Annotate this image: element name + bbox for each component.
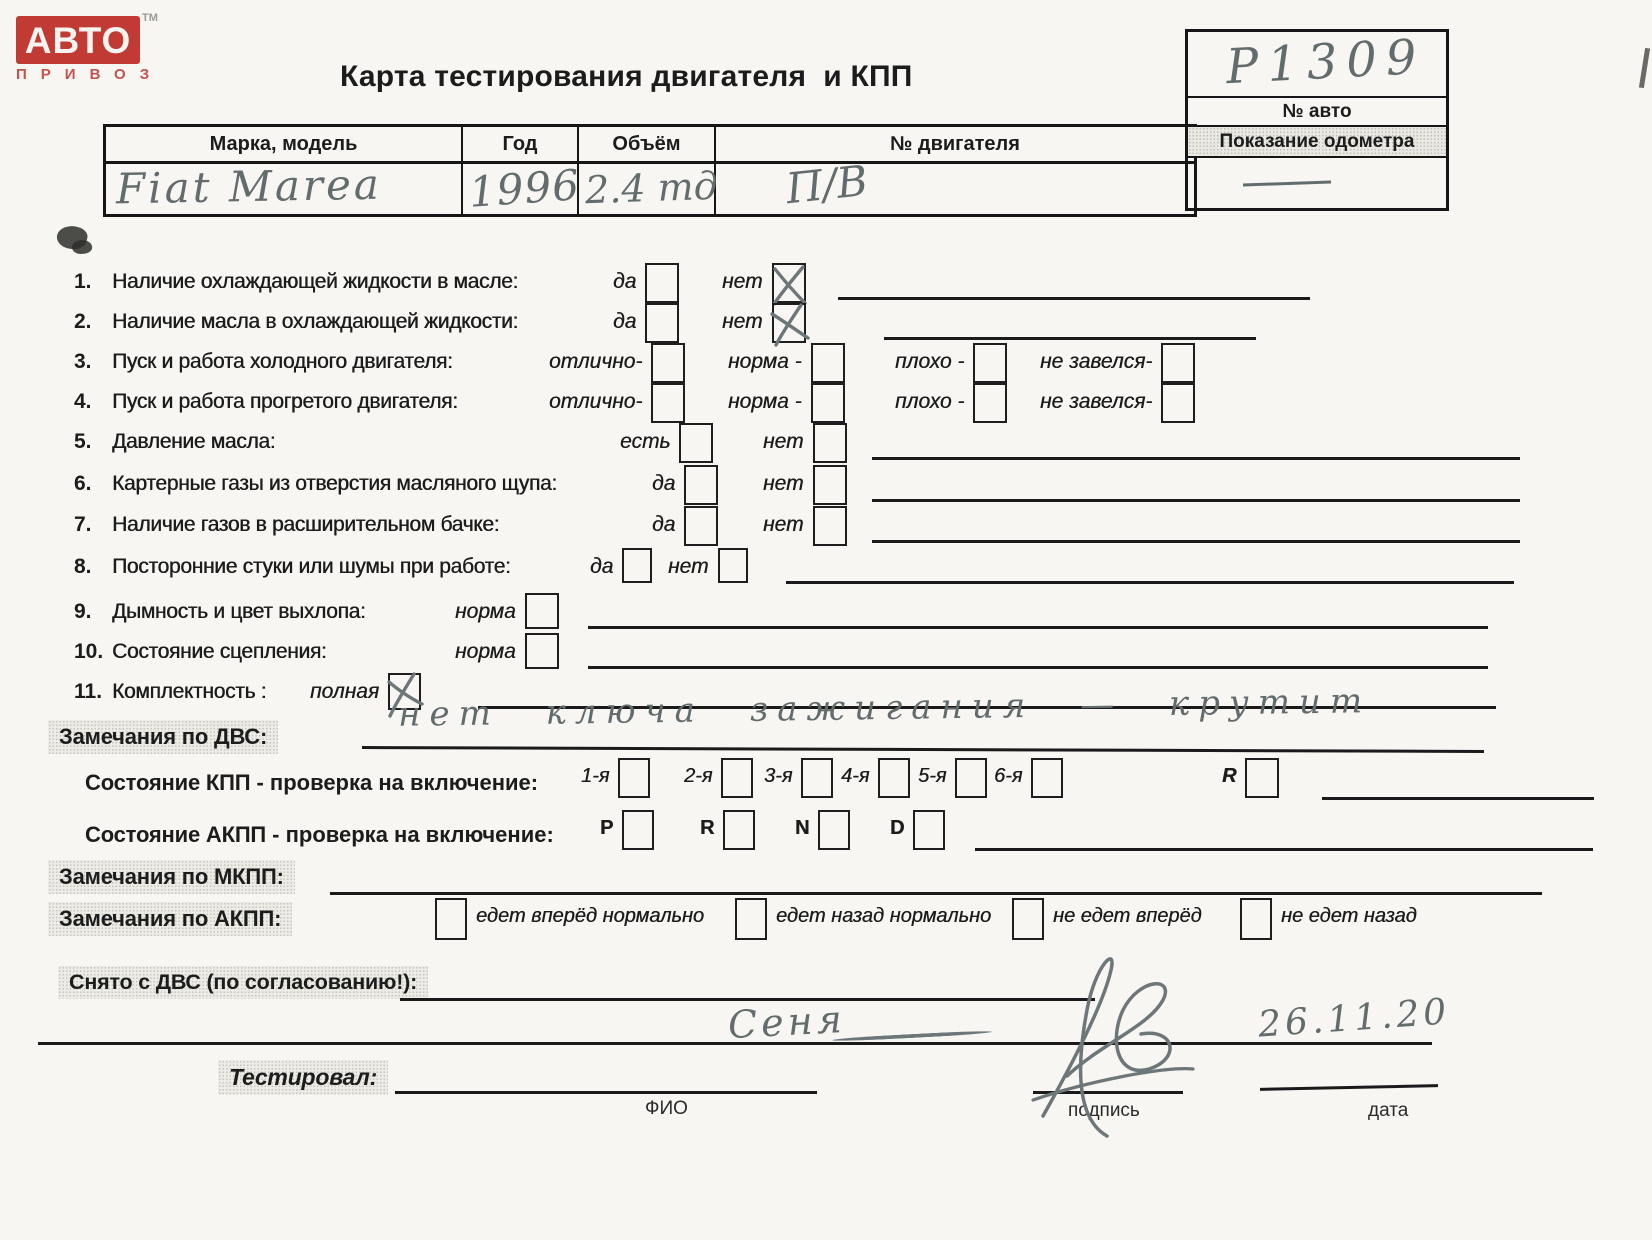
checklist-row — [0, 506, 1652, 550]
item-label: Посторонние стуки или шумы при работе: — [112, 555, 511, 578]
car-number-cell — [1188, 28, 1446, 96]
col-year: Год — [463, 127, 579, 161]
checkbox-excellent[interactable] — [651, 343, 685, 383]
item-label: Пуск и работа холодного двигателя: — [112, 350, 453, 373]
akpp-option-label: не едет назад — [1281, 905, 1417, 927]
col-volume: Объём — [579, 127, 716, 161]
option-label: нет — [763, 472, 804, 495]
item-number: 7. — [74, 513, 92, 536]
write-line[interactable] — [588, 666, 1488, 669]
vehicle-table-row — [106, 155, 1194, 217]
item-label: Комплектность : — [112, 680, 267, 703]
option-label: да — [652, 472, 676, 495]
gear-label: 3-я — [764, 765, 793, 787]
option-label: да — [613, 270, 637, 293]
checkbox-gear-n[interactable] — [818, 810, 850, 850]
date-write-line[interactable] — [1260, 1084, 1438, 1091]
option-label: нет — [722, 270, 763, 293]
handwritten-signature — [1015, 948, 1205, 1138]
checkbox-gear-d[interactable] — [913, 810, 945, 850]
option-label: да — [613, 310, 637, 333]
handwritten-fio: Сеня — [726, 996, 847, 1048]
date-caption: дата — [1368, 1100, 1409, 1121]
item-number: 9. — [74, 600, 92, 623]
checkbox-yes[interactable] — [684, 465, 718, 505]
write-line[interactable] — [872, 457, 1520, 460]
car-number-box — [1185, 29, 1449, 211]
autoprivoz-logo — [16, 16, 140, 64]
write-line[interactable] — [786, 581, 1514, 584]
write-line[interactable] — [1322, 797, 1594, 800]
checklist-row — [0, 383, 1652, 427]
item-number: 6. — [74, 472, 92, 495]
kpp-label-strong: Состояние КПП — [85, 770, 251, 795]
handwritten-fio-flourish — [832, 1030, 992, 1042]
option-label: норма — [455, 600, 516, 623]
checkbox-gear-r[interactable] — [723, 810, 755, 850]
col-make-model: Марка, модель — [106, 127, 463, 161]
tested-by-label: Тестировал: — [218, 1060, 388, 1095]
cell-make-model — [106, 159, 463, 214]
handwritten-date: 26.11.20 — [1256, 991, 1452, 1046]
dvs-write-line[interactable] — [362, 746, 1484, 753]
scan-edge-mark — [1639, 48, 1650, 88]
signature-caption: подпись — [1068, 1100, 1140, 1121]
checkbox-gear-5[interactable] — [955, 758, 987, 798]
fio-write-line[interactable] — [395, 1091, 817, 1094]
checklist-row — [0, 303, 1652, 347]
checkbox-no[interactable] — [718, 548, 748, 583]
checklist-row — [0, 633, 1652, 677]
kpp-label-rest: - проверка на включение: — [256, 770, 539, 795]
write-line[interactable] — [975, 848, 1593, 851]
checkbox-nostart[interactable] — [1161, 383, 1195, 423]
option-label: да — [590, 555, 614, 578]
checkbox-norm[interactable] — [525, 633, 559, 669]
write-line[interactable] — [588, 626, 1488, 629]
checkbox-gear-2[interactable] — [721, 758, 753, 798]
akpp-option-label: не едет вперёд — [1053, 905, 1202, 927]
handwritten-make-model: Fiat Marea — [115, 159, 383, 214]
option-label: полная — [310, 680, 380, 703]
logo-subtext — [16, 66, 164, 83]
gear-label: N — [795, 817, 810, 839]
checklist-row — [0, 343, 1652, 387]
checkbox-excellent[interactable] — [651, 383, 685, 423]
gear-label: 2-я — [684, 765, 713, 787]
checkbox-bad[interactable] — [973, 383, 1007, 423]
checkbox-no[interactable] — [813, 465, 847, 505]
cell-year — [463, 160, 582, 217]
checkbox-gear-4[interactable] — [878, 758, 910, 798]
checkbox-gear-6[interactable] — [1031, 758, 1063, 798]
fio-caption: ФИО — [645, 1098, 688, 1119]
akpp-remarks-row — [0, 898, 1652, 944]
option-label: отлично- — [549, 390, 643, 413]
akpp-label-rest: - проверка на включение: — [272, 822, 554, 847]
checkbox-no[interactable] — [772, 263, 806, 303]
option-label: есть — [620, 430, 671, 453]
car-number-label: № авто — [1188, 96, 1446, 125]
item-number: 2. — [74, 310, 92, 333]
checklist-row — [0, 263, 1652, 307]
checkbox-norm[interactable] — [525, 593, 559, 629]
akpp-option-label: едет назад нормально — [776, 905, 992, 927]
mkpp-write-line[interactable] — [330, 892, 1542, 895]
odometer-cell[interactable] — [1188, 156, 1446, 208]
checkbox-gear-p[interactable] — [622, 810, 654, 850]
checklist-row — [0, 423, 1652, 467]
option-label: нет — [722, 310, 763, 333]
removed-write-line[interactable] — [400, 998, 1095, 1001]
checkbox-yes[interactable] — [684, 506, 718, 546]
checkbox-absent[interactable] — [813, 423, 847, 463]
gear-label: 5-я — [918, 765, 947, 787]
akpp-check-row — [0, 810, 1652, 858]
item-label: Состояние сцепления: — [112, 640, 327, 663]
checkbox-gear-3[interactable] — [801, 758, 833, 798]
checkbox-forward-ok[interactable] — [435, 898, 467, 940]
odometer-label: Показание одометра — [1188, 125, 1446, 156]
checkbox-yes[interactable] — [622, 548, 652, 583]
dvs-remarks-label: Замечания по ДВС: — [48, 720, 278, 754]
gear-label: D — [890, 817, 905, 839]
gear-label: 4-я — [841, 765, 870, 787]
option-label: да — [652, 513, 676, 536]
option-label: плохо - — [895, 390, 965, 413]
gear-label: P — [600, 817, 614, 839]
checkbox-reverse-ok[interactable] — [735, 898, 767, 940]
item-label: Наличие газов в расширительном бачке: — [112, 513, 500, 536]
item-label: Наличие масла в охлаждающей жидкости: — [112, 310, 518, 333]
checkbox-yes[interactable] — [645, 303, 679, 343]
mkpp-remarks-label: Замечания по МКПП: — [48, 860, 295, 894]
checkbox-norm[interactable] — [811, 383, 845, 423]
item-number: 10. — [74, 640, 104, 663]
option-label: нет — [763, 513, 804, 536]
handwritten-dvs-note: нет ключа зажигания — крутит — [397, 681, 1372, 735]
option-label: нет — [668, 555, 709, 578]
vehicle-table-header — [106, 127, 1194, 164]
gear-label: 1-я — [581, 765, 610, 787]
item-label: Дымность и цвет выхлопа: — [112, 600, 366, 623]
gear-label: 6-я — [994, 765, 1023, 787]
option-label: не завелся- — [1040, 390, 1153, 413]
handwritten-year: 1996 — [467, 160, 582, 217]
checkbox-no-reverse[interactable] — [1240, 898, 1272, 940]
checkbox-norm[interactable] — [811, 343, 845, 383]
vehicle-table — [103, 124, 1197, 217]
kpp-label — [85, 770, 538, 796]
item-label: Наличие охлаждающей жидкости в масле: — [112, 270, 518, 293]
item-number: 11. — [74, 680, 103, 703]
item-label: Давление масла: — [112, 430, 276, 453]
item-number: 3. — [74, 350, 92, 373]
checkbox-no[interactable] — [813, 506, 847, 546]
item-label: Пуск и работа прогретого двигателя: — [112, 390, 458, 413]
option-label: норма — [455, 640, 516, 663]
option-label: отлично- — [549, 350, 643, 373]
trademark-mark: ТМ — [142, 12, 158, 24]
checklist-row — [0, 593, 1652, 637]
handwritten-engine-no: П/В — [783, 155, 870, 214]
removed-from-dvs-label: Снято с ДВС (по согласованию!): — [58, 966, 428, 999]
option-label: норма - — [728, 350, 802, 373]
checkbox-gear-1[interactable] — [618, 758, 650, 798]
handwritten-car-number: Р1309 — [1224, 28, 1427, 96]
write-line[interactable] — [884, 337, 1256, 340]
write-line[interactable] — [872, 540, 1520, 543]
item-number: 1. — [74, 270, 92, 293]
gear-label: R — [700, 817, 715, 839]
kpp-check-row — [0, 758, 1652, 806]
checklist-row — [0, 465, 1652, 509]
cell-engine-no — [716, 155, 1194, 214]
checkbox-gear-r[interactable] — [1245, 758, 1279, 798]
checkbox-no[interactable] — [772, 303, 806, 343]
write-line[interactable] — [872, 499, 1520, 502]
option-label: плохо - — [895, 350, 965, 373]
ink-stain — [71, 238, 93, 255]
item-number: 8. — [74, 555, 92, 578]
logo-subtext-letters: ПРИВОЗ — [16, 66, 164, 83]
handwritten-volume: 2.4 тд — [584, 163, 719, 213]
item-number: 5. — [74, 430, 92, 453]
col-engine-no: № двигателя — [890, 132, 1020, 155]
logo-brand-text: АВТО — [24, 19, 132, 61]
item-number: 4. — [74, 390, 92, 413]
option-label: нет — [763, 430, 804, 453]
akpp-label — [85, 822, 554, 848]
cell-volume — [579, 163, 719, 214]
checkbox-nostart[interactable] — [1161, 343, 1195, 383]
write-line[interactable] — [838, 297, 1310, 300]
option-label: не завелся- — [1040, 350, 1153, 373]
item-label: Картерные газы из отверстия масляного щупа: — [112, 472, 557, 495]
gear-label: R — [1222, 765, 1237, 787]
checkbox-no-forward[interactable] — [1012, 898, 1044, 940]
handwritten-odometer-dash — [1243, 180, 1331, 186]
akpp-option-label: едет вперёд нормально — [476, 905, 705, 927]
checkbox-present[interactable] — [679, 423, 713, 463]
checkbox-bad[interactable] — [973, 343, 1007, 383]
page-title: Карта тестирования двигателя и КПП — [340, 60, 913, 93]
checklist-row — [0, 548, 1652, 592]
checkbox-yes[interactable] — [645, 263, 679, 303]
akpp-label-strong: Состояние АКПП — [85, 822, 267, 847]
option-label: норма - — [728, 390, 802, 413]
akpp-remarks-label: Замечания по АКПП: — [48, 902, 292, 936]
